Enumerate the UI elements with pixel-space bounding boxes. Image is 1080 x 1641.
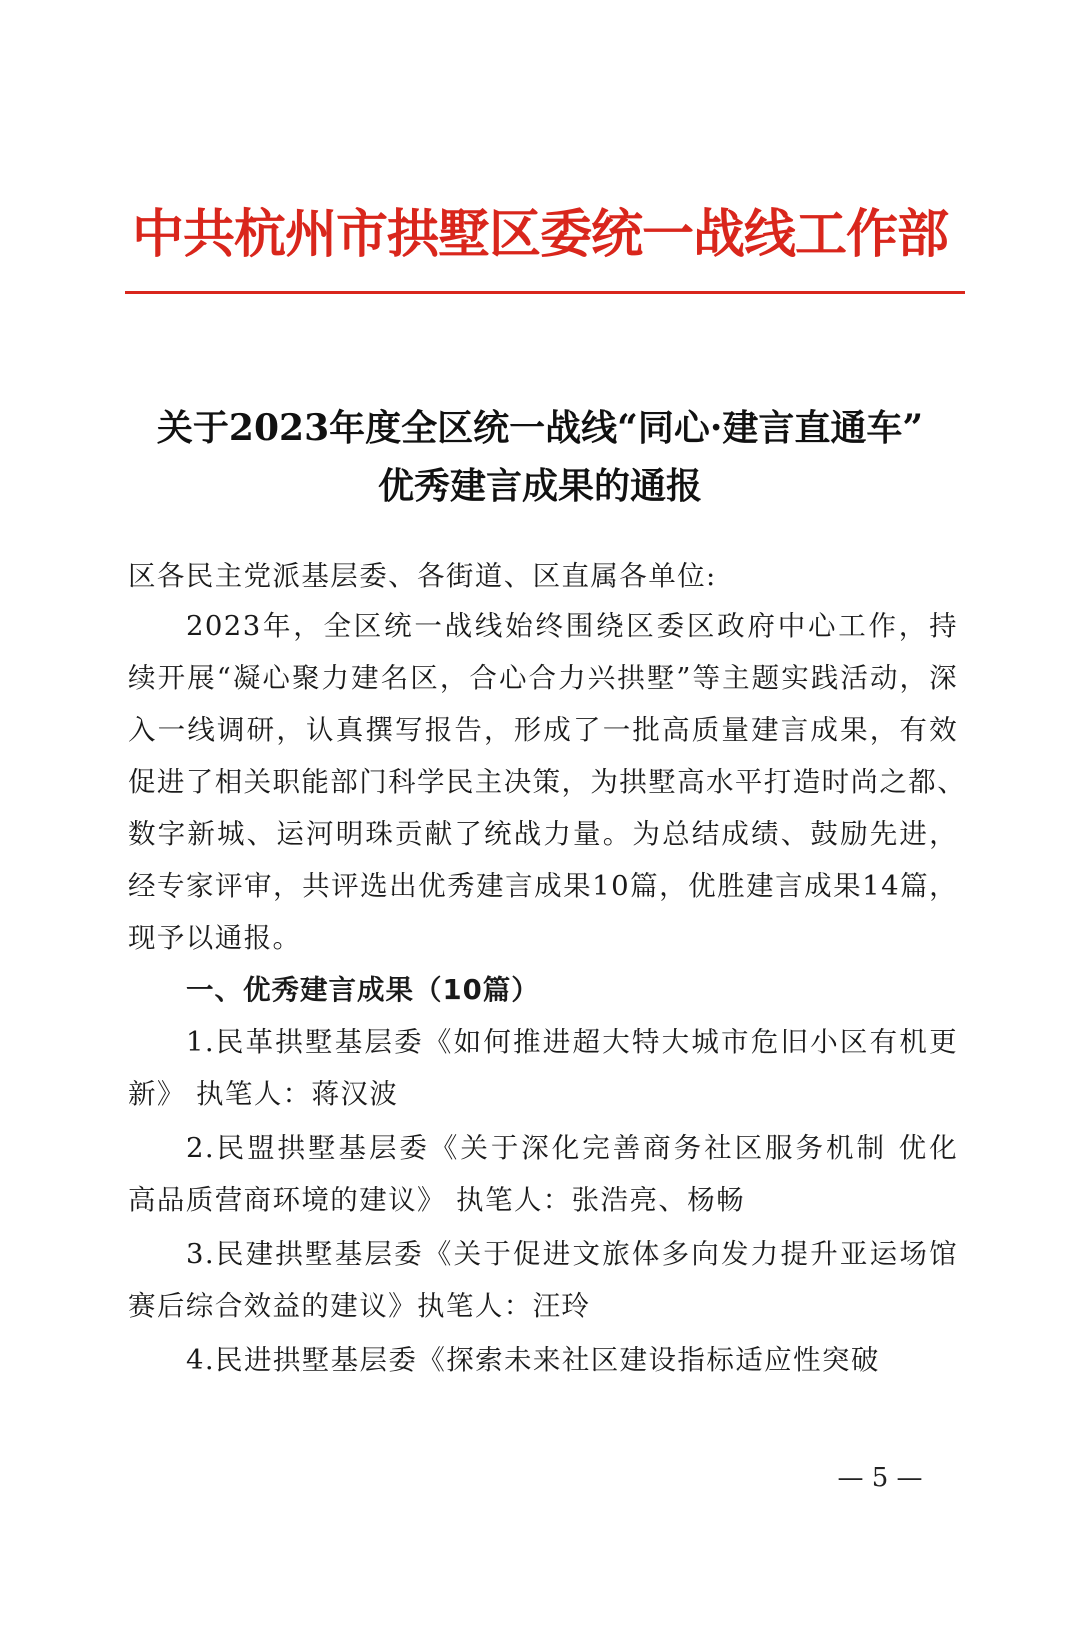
document-title-line-2: 优秀建言成果的通报: [377, 465, 702, 507]
list-item-line: 高品质营商环境的建议》 执笔人：张浩亮、杨畅: [128, 1184, 746, 1216]
body-line: 入一线调研，认真撰写报告，形成了一批高质量建言成果，有效: [128, 714, 958, 746]
list-item-line: 3.民建拱墅基层委《关于促进文旅体多向发力提升亚运场馆: [186, 1238, 958, 1270]
masthead: 中共杭州市拱墅区委统一战线工作部: [131, 204, 948, 265]
list-item-line: 2.民盟拱墅基层委《关于深化完善商务社区服务机制 优化: [186, 1132, 958, 1164]
list-item-line: 1.民革拱墅基层委《如何推进超大特大城市危旧小区有机更: [186, 1026, 958, 1058]
masthead-red-rule: [125, 291, 965, 294]
salutation: 区各民主党派基层委、各街道、区直属各单位:: [128, 560, 717, 592]
body-line: 续开展“凝心聚力建名区，合心合力兴拱墅”等主题实践活动，深: [128, 662, 958, 694]
body-line: 2023年，全区统一战线始终围绕区委区政府中心工作，持: [186, 610, 958, 642]
list-item-line: 新》 执笔人：蒋汉波: [128, 1078, 399, 1110]
list-item-line: 赛后综合效益的建议》执笔人：汪玲: [128, 1290, 591, 1322]
body-line: 经专家评审，共评选出优秀建言成果10篇，优胜建言成果14篇，: [128, 870, 958, 902]
body-line: 数字新城、运河明珠贡献了统战力量。为总结成绩、鼓励先进，: [128, 818, 958, 850]
section-heading: 一、优秀建言成果（10篇）: [186, 974, 540, 1006]
list-item-line: 4.民进拱墅基层委《探索未来社区建设指标适应性突破: [186, 1344, 880, 1376]
body-line: 现予以通报。: [128, 922, 302, 954]
page-number: — 5 —: [837, 1463, 923, 1493]
document-title-line-1: 关于2023年度全区统一战线“同心·建言直通车”: [156, 407, 924, 449]
body-line: 促进了相关职能部门科学民主决策，为拱墅高水平打造时尚之都、: [128, 766, 967, 798]
